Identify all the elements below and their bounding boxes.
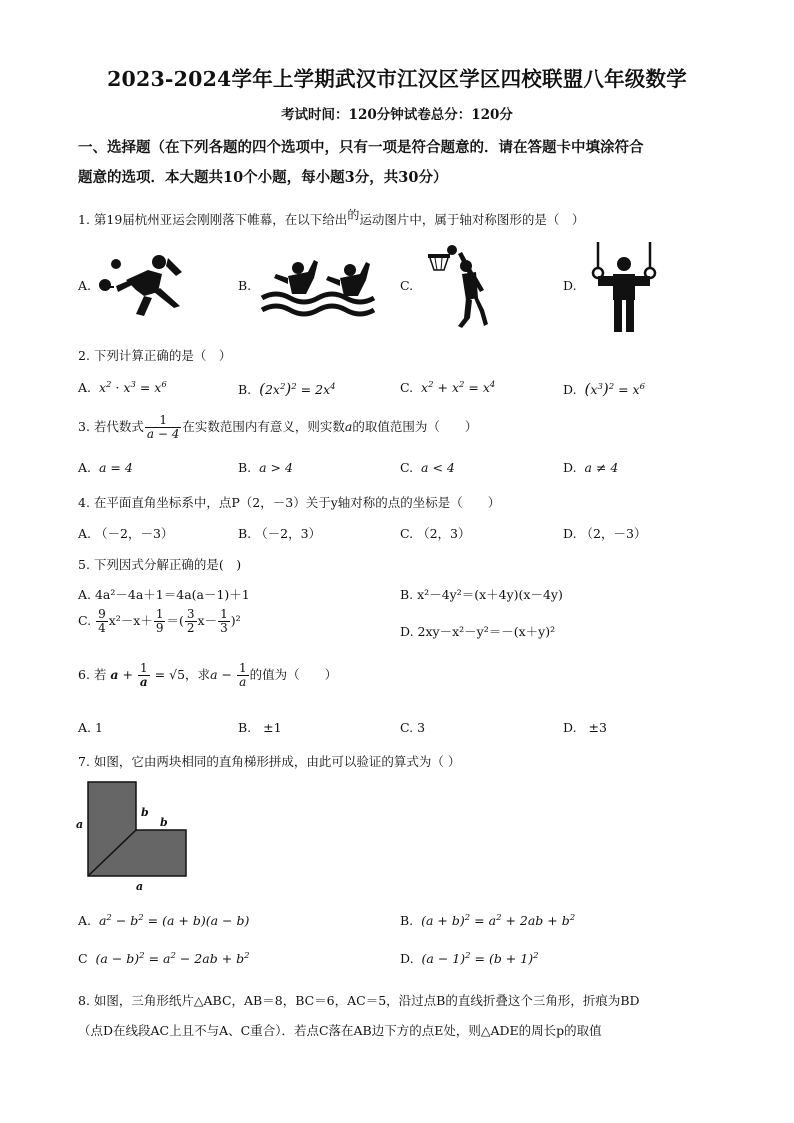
q6-option-c: C. 3 <box>400 720 426 735</box>
q6-option-b: B. ±1 <box>238 720 282 735</box>
question-2-stem: 2. 下列计算正确的是（ ） <box>78 348 232 363</box>
q6-option-d: D. ±3 <box>563 720 607 735</box>
q1-option-d-label: D. <box>563 278 577 293</box>
exam-info: 考试时间：120分钟试卷总分：120分 <box>281 107 513 123</box>
q4-option-a: A. （－2，－3） <box>78 526 174 541</box>
question-4-stem: 4. 在平面直角坐标系中，点P（2，－3）关于y轴对称的点的坐标是（ ） <box>78 495 501 510</box>
fig-label-a-bottom: a <box>136 880 144 893</box>
question-1-stem: 1. 第19届杭州亚运会刚刚落下帷幕，在以下给出$^的$运动图片中，属于轴对称图形的是（ ） <box>78 208 585 227</box>
trapezoid-figure <box>72 780 202 895</box>
q2-option-a: A. $x^2 \cdot x^3 = x^6$ <box>78 380 167 396</box>
page-title: 2023-2024学年上学期武汉市江汉区学区四校联盟八年级数学 <box>107 67 687 91</box>
gymnastics-rings-icon <box>584 242 664 338</box>
q3-option-c: C. a < 4 <box>400 460 455 475</box>
fig-label-b-top: b <box>141 806 149 819</box>
q4-option-c: C. （2，3） <box>400 526 471 541</box>
question-8-line2: （点D在线段AC上且不与A、C重合）．若点C落在AB边下方的点E处，则△ADE的周长p的取值 <box>78 1023 602 1038</box>
question-3-stem: 3. 若代数式 $\frac{1}{a - 4}$ 在实数范围内有意义，则实数a的取值范围为（ ） <box>78 413 478 442</box>
q3-option-b: B. a > 4 <box>238 460 293 475</box>
q2-option-c: C. $x^2 + x^2 = x^4$ <box>400 380 496 396</box>
q1-option-c-label: C. <box>400 278 414 293</box>
q3-option-d: D. a ≠ 4 <box>563 460 619 475</box>
q7-option-a: A. $a^2 - b^2 = (a + b)(a - b)$ <box>78 913 250 929</box>
q5-option-a: A. 4a²－4a＋1＝4a(a－1)＋1 <box>78 587 250 602</box>
fig-label-b-right: b <box>160 816 168 829</box>
basketball-icon <box>422 240 502 336</box>
section-heading-line1: 一、选择题（在下列各题的四个选项中，只有一项是符合题意的．请在答题卡中填涂符合 <box>78 139 644 156</box>
q4-option-d: D. （2，－3） <box>563 526 647 541</box>
synchronized-swimming-icon <box>258 254 378 328</box>
section-heading-line2: 题意的选项．本大题共10个小题，每小题3分，共30分） <box>78 169 448 186</box>
question-7-stem: 7. 如图，它由两块相同的直角梯形拼成，由此可以验证的算式为（ ） <box>78 754 461 769</box>
q5-option-b: B. x²－4y²＝(x＋4y)(x－4y) <box>400 587 563 602</box>
table-tennis-icon <box>96 252 188 322</box>
q4-option-b: B. （－2，3） <box>238 526 322 541</box>
q1-option-b-label: B. <box>238 278 252 293</box>
q7-option-d: D. $(a - 1)^2 = (b + 1)^2$ <box>400 951 539 967</box>
q3-option-a: A. a = 4 <box>78 460 133 475</box>
q7-option-c: C $(a - b)^2 = a^2 - 2ab + b^2$ <box>78 951 250 967</box>
q7-option-b: B. $(a + b)^2 = a^2 + 2ab + b^2$ <box>400 913 576 929</box>
question-6-stem: 6. 若 a + $\frac{1}{a}$ = √5，求a − $\frac{1}{a}$ 的值为（ ） <box>78 661 338 690</box>
q2-option-d: D. $(x^3)^2 = x^6$ <box>563 380 646 398</box>
q1-option-a-label: A. <box>78 278 92 293</box>
q6-option-a: A. 1 <box>78 720 103 735</box>
q5-option-c: C. $\frac{9}{4}$ x²－x＋ $\frac{1}{9}$ ＝( $\frac{3}{2}$ x－ $\frac{1}{3}$ )² <box>78 607 241 636</box>
question-8-line1: 8. 如图，三角形纸片△ABC，AB＝8，BC＝6，AC＝5，沿过点B的直线折叠这个三角形，折痕为BD <box>78 993 640 1008</box>
fig-label-a-left: a <box>76 818 84 831</box>
q2-option-b: B. $(2x^2)^2 = 2x^4$ <box>238 380 336 398</box>
question-5-stem: 5. 下列因式分解正确的是( ) <box>78 557 242 572</box>
q5-option-d: D. 2xy－x²－y²＝－(x＋y)² <box>400 624 556 639</box>
